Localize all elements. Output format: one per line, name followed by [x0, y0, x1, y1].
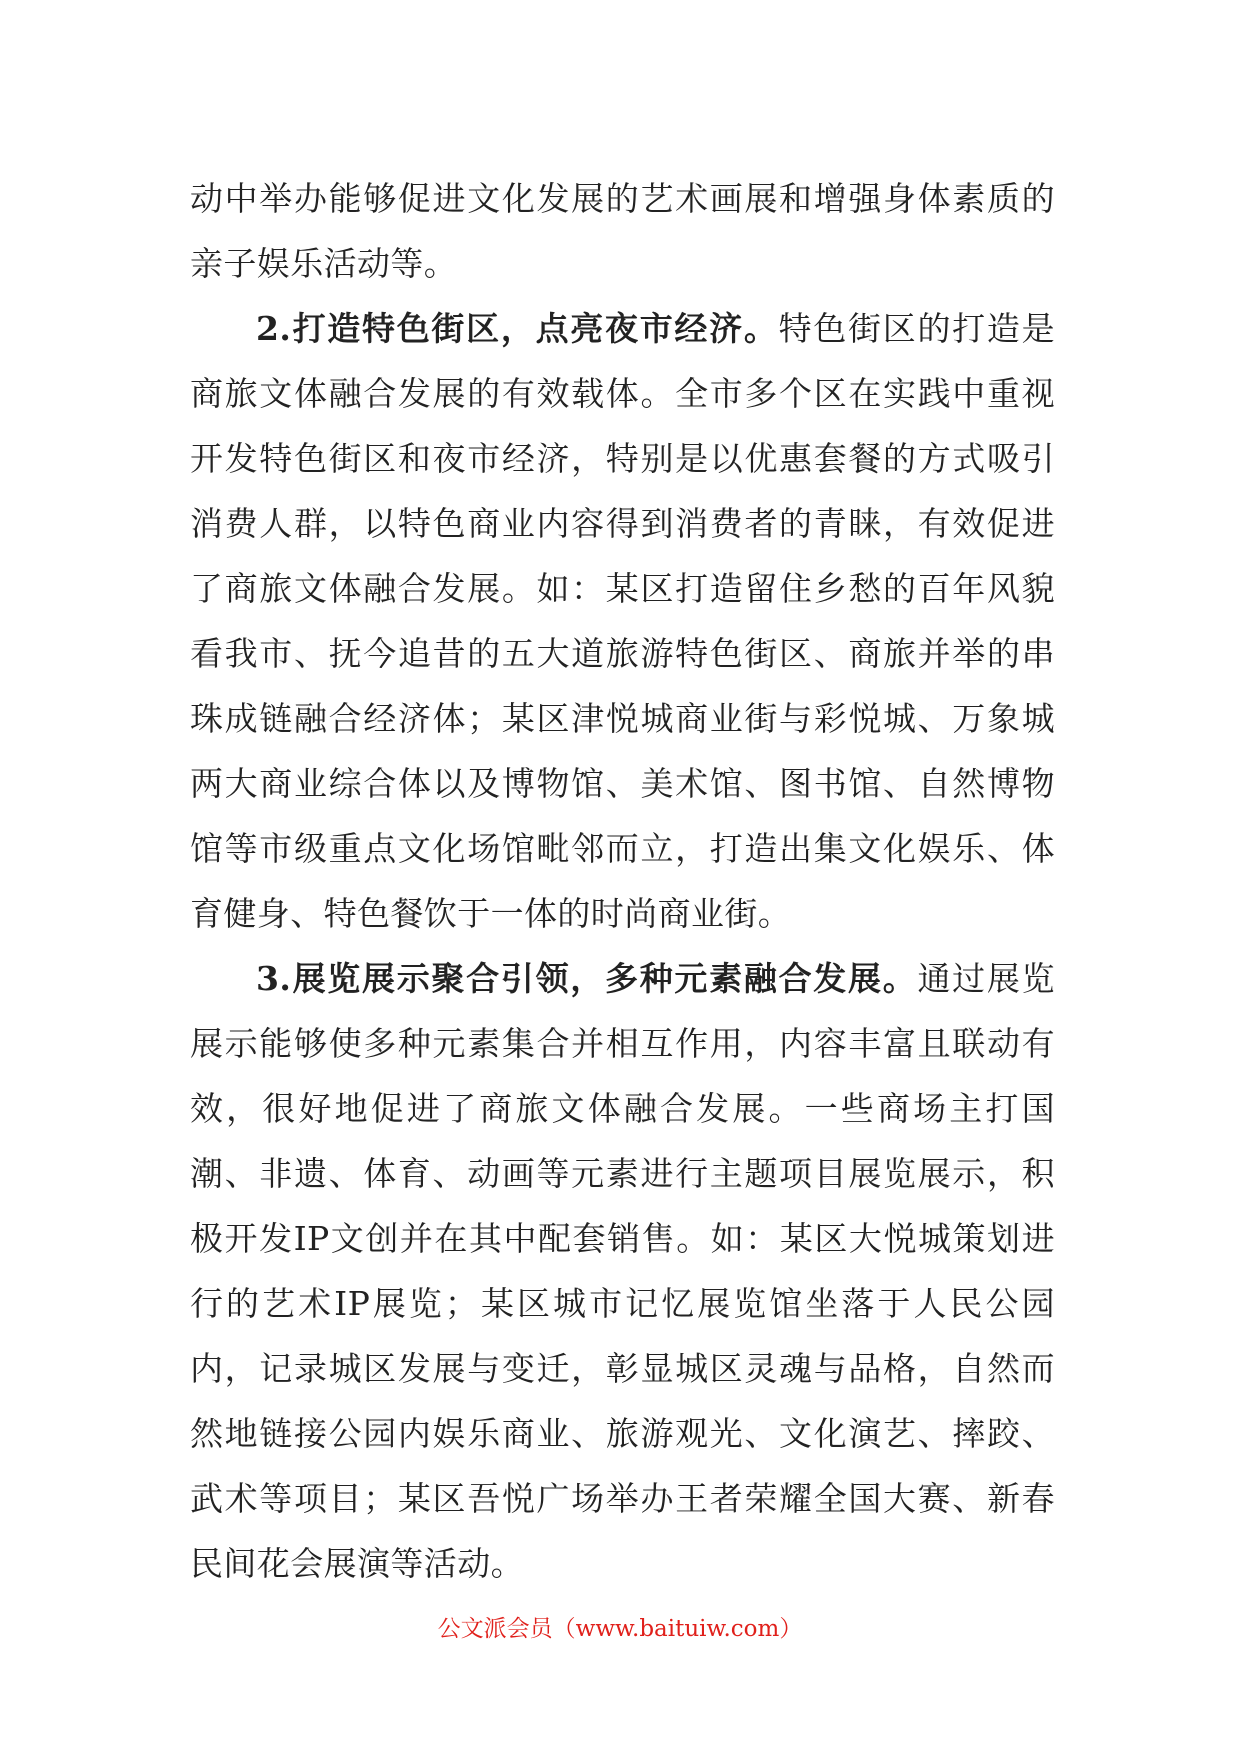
- paragraph-exhibitions: [190, 946, 1055, 1596]
- paragraph-continuation: [190, 166, 1055, 296]
- paragraph-heading: 2.打造特色街区，点亮夜市经济。: [256, 309, 779, 348]
- paragraph-heading: 3.展览展示聚合引领，多种元素融合发展。: [256, 959, 918, 998]
- paragraph-text: 通过展览展示能够使多种元素集合并相互作用，内容丰富且联动有效，很好地促进了商旅文体融合发展。一些商场主打国潮、非遗、体育、动画等元素进行主题项目展览展示，积极开发IP文创并在其中配套销售。如：某区大悦城策划进行的艺术IP展览；某区城市记忆展览馆坐落于人民公园内，记录城区发展与变迁，彰显城区灵魂与品格，自然而然地链接公园内娱乐商业、旅游观光、文化演艺、摔跤、武术等项目；某区吾悦广场举办王者荣耀全国大赛、新春民间花会展演等活动。: [190, 959, 1055, 1583]
- document-body: [190, 166, 1055, 1596]
- footer-watermark: 公文派会员（www.baituiw.com）: [437, 1616, 803, 1642]
- paragraph-text: 特色街区的打造是商旅文体融合发展的有效载体。全市多个区在实践中重视开发特色街区和夜市经济，特别是以优惠套餐的方式吸引消费人群，以特色商业内容得到消费者的青睐，有效促进了商旅文体融合发展。如：某区打造留住乡愁的百年风貌看我市、抚今追昔的五大道旅游特色街区、商旅并举的串珠成链融合经济体；某区津悦城商业街与彩悦城、万象城两大商业综合体以及博物馆、美术馆、图书馆、自然博物馆等市级重点文化场馆毗邻而立，打造出集文化娱乐、体育健身、特色餐饮于一体的时尚商业街。: [190, 309, 1056, 933]
- paragraph-text: 动中举办能够促进文化发展的艺术画展和增强身体素质的亲子娱乐活动等。: [190, 179, 1055, 283]
- paragraph-featured-streets: [190, 296, 1055, 946]
